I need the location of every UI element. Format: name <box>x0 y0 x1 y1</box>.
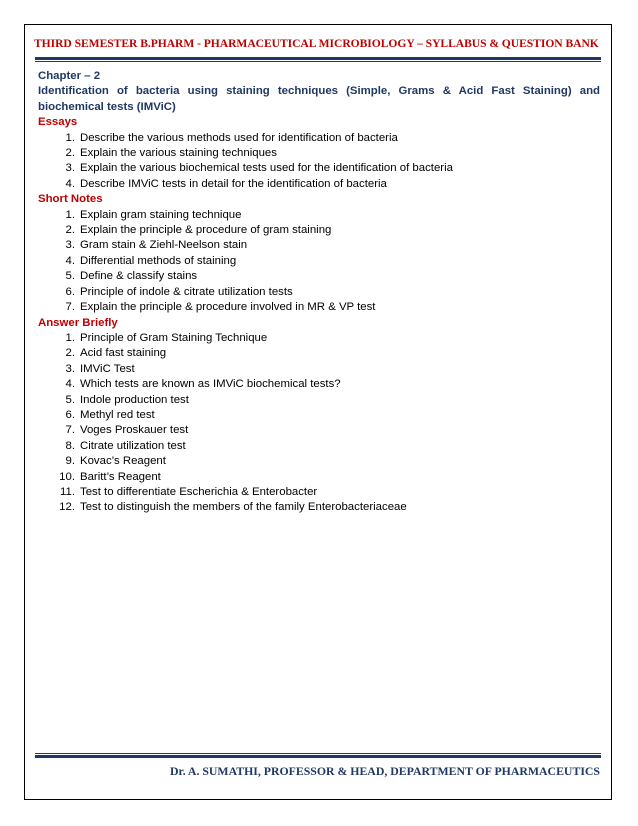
header-rule-thin <box>35 61 601 62</box>
question-item <box>38 269 600 284</box>
question-number: 3. <box>65 239 75 252</box>
question-item <box>38 238 600 253</box>
question-number: 1. <box>65 208 75 221</box>
question-text: Methyl red test <box>80 408 155 421</box>
question-text: Citrate utilization test <box>80 439 186 452</box>
question-text: Which tests are known as IMViC biochemical tests? <box>80 378 341 391</box>
question-item <box>38 470 600 485</box>
question-text: Explain the various staining techniques <box>80 147 277 160</box>
question-list <box>38 331 600 516</box>
section-short-notes <box>38 192 600 315</box>
section-heading: Essays <box>38 116 78 129</box>
question-number: 8. <box>65 439 75 452</box>
question-text: Explain the principle & procedure involved in MR & VP test <box>80 301 376 314</box>
question-item <box>38 439 600 454</box>
section-heading: Answer Briefly <box>38 316 118 329</box>
question-text: Explain gram staining technique <box>80 208 242 221</box>
question-text: Describe IMViC tests in detail for the identification of bacteria <box>80 177 387 190</box>
question-number: 3. <box>65 162 75 175</box>
question-number: 2. <box>65 224 75 237</box>
section-heading: Short Notes <box>38 193 103 206</box>
question-text: Explain the principle & procedure of gram staining <box>80 224 332 237</box>
question-number: 7. <box>65 301 75 314</box>
question-number: 7. <box>65 424 75 437</box>
document-body <box>38 69 600 516</box>
question-text: Principle of indole & citrate utilization tests <box>80 285 293 298</box>
footer-rule-thin <box>35 753 601 754</box>
question-item <box>38 423 600 438</box>
question-item <box>38 408 600 423</box>
question-text: Explain the various biochemical tests used for the identification of bacteria <box>80 162 453 175</box>
question-item <box>38 346 600 361</box>
question-number: 12. <box>59 501 75 514</box>
question-number: 1. <box>65 131 75 144</box>
question-item <box>38 300 600 315</box>
question-text: Define & classify stains <box>80 270 198 283</box>
section-answer-briefly <box>38 316 600 516</box>
question-number: 10. <box>59 470 75 483</box>
header-rule-thick <box>35 57 601 60</box>
chapter-topic: Identification of bacteria using staining techniques (Simple, Grams & Acid Fast Staining) and biochemical tests (IMViC) <box>38 85 600 113</box>
question-text: Indole production test <box>80 393 189 406</box>
question-item <box>38 377 600 392</box>
question-item <box>38 254 600 269</box>
question-number: 6. <box>65 408 75 421</box>
question-text: Differential methods of staining <box>80 254 237 267</box>
question-number: 5. <box>65 393 75 406</box>
question-item <box>38 131 600 146</box>
question-item <box>38 485 600 500</box>
question-text: Test to differentiate Escherichia & Enterobacter <box>80 485 318 498</box>
question-text: Kovac’s Reagent <box>80 455 166 468</box>
question-item <box>38 177 600 192</box>
question-number: 2. <box>65 147 75 160</box>
question-item <box>38 208 600 223</box>
question-text: Baritt’s Reagent <box>80 470 161 483</box>
question-list <box>38 208 600 316</box>
question-number: 9. <box>65 455 75 468</box>
question-text: Gram stain & Ziehl-Neelson stain <box>80 239 248 252</box>
question-number: 4. <box>65 177 75 190</box>
question-number: 4. <box>65 254 75 267</box>
question-number: 2. <box>65 347 75 360</box>
footer-rule-thick <box>35 755 601 758</box>
question-number: 11. <box>60 485 75 498</box>
question-text: Describe the various methods used for identification of bacteria <box>80 131 398 144</box>
question-text: Acid fast staining <box>80 347 167 360</box>
question-number: 1. <box>65 331 75 344</box>
question-item <box>38 454 600 469</box>
question-text: Voges Proskauer test <box>80 424 189 437</box>
question-item <box>38 393 600 408</box>
section-essays <box>38 115 600 192</box>
chapter-label: Chapter – 2 <box>38 70 101 82</box>
question-number: 5. <box>65 270 75 283</box>
question-number: 4. <box>65 378 75 391</box>
question-item <box>38 362 600 377</box>
question-item <box>38 331 600 346</box>
question-number: 3. <box>65 362 75 375</box>
question-item <box>38 223 600 238</box>
question-item <box>38 500 600 515</box>
question-text: Principle of Gram Staining Technique <box>80 331 268 344</box>
question-text: Test to distinguish the members of the family Enterobacteriaceae <box>80 501 407 514</box>
question-item <box>38 146 600 161</box>
footer-author: Dr. A. SUMATHI, PROFESSOR & HEAD, DEPARTMENT OF PHARMACEUTICS <box>170 764 600 778</box>
header-title: THIRD SEMESTER B.PHARM - PHARMACEUTICAL MICROBIOLOGY – SYLLABUS & QUESTION BANK <box>34 37 599 50</box>
question-item <box>38 285 600 300</box>
question-list <box>38 131 600 193</box>
question-number: 6. <box>65 285 75 298</box>
question-item <box>38 161 600 176</box>
question-text: IMViC Test <box>80 362 135 375</box>
question-sections <box>38 115 600 516</box>
